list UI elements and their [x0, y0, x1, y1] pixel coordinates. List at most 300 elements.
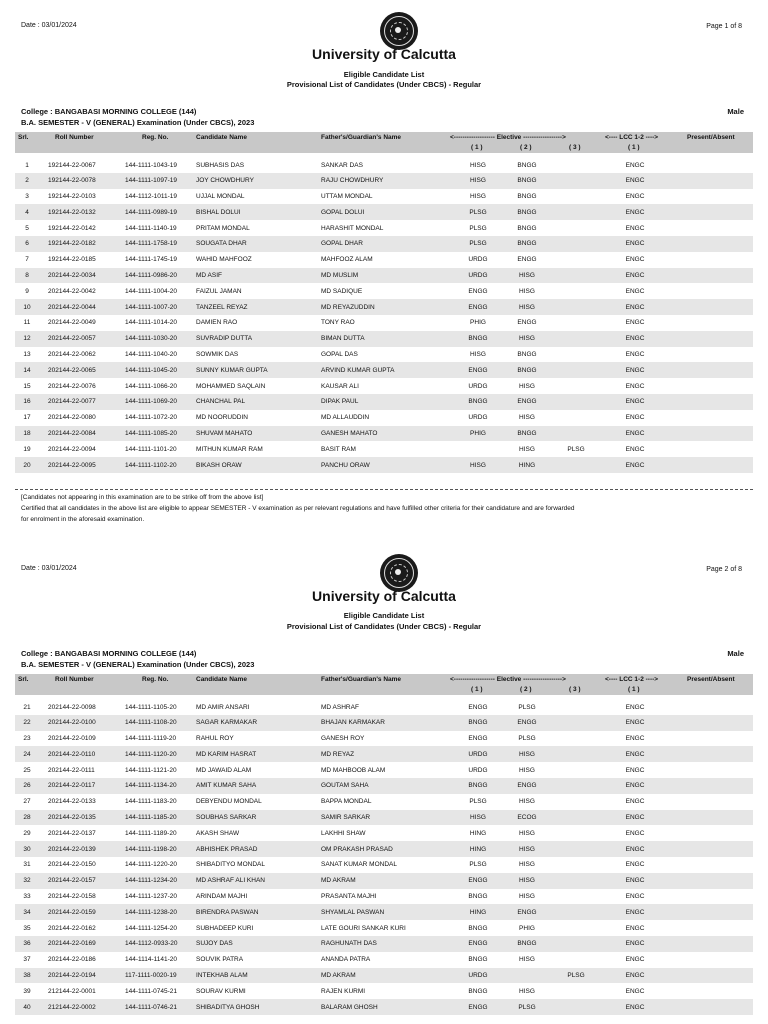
list-title: Eligible Candidate List [343, 70, 425, 79]
reg-number-cell: 144-1111-1085-20 [125, 430, 178, 438]
roll-number-cell: 202144-22-0157 [48, 877, 96, 885]
reg-number-cell: 144-1111-1134-20 [125, 782, 177, 790]
header-e1: ( 1 ) [471, 144, 483, 151]
serial-cell: 29 [23, 829, 31, 837]
table-row [15, 746, 753, 762]
elective-1-cell: HISG [470, 193, 486, 201]
table-row [15, 873, 753, 889]
guardian-name-cell: RAJEN KURMI [321, 987, 366, 995]
roll-number-cell: 202144-22-0098 [48, 703, 96, 711]
table-row [15, 441, 753, 457]
elective-1-cell: BNGG [468, 719, 488, 727]
reg-number-cell: 144-1111-1758-19 [125, 240, 178, 248]
serial-cell: 33 [23, 893, 31, 901]
elective-1-cell: BNGG [468, 893, 488, 901]
guardian-name-cell: ARVIND KUMAR GUPTA [321, 366, 395, 374]
exam-name: B.A. SEMESTER - V (GENERAL) Examination (Under CBCS), 2023 [21, 118, 255, 127]
header-name: Candidate Name [196, 134, 247, 141]
elective-3-cell: PLSG [567, 445, 585, 453]
lcc-cell: ENGC [625, 798, 645, 806]
table-row [15, 204, 753, 220]
elective-1-cell: ENGG [468, 1003, 488, 1011]
elective-1-cell: BNGG [468, 987, 488, 995]
table-row [15, 347, 753, 363]
lcc-cell: ENGC [625, 750, 645, 758]
candidate-name-cell: AKASH SHAW [196, 829, 240, 837]
lcc-cell: ENGC [625, 319, 645, 327]
lcc-cell: ENGC [625, 303, 645, 311]
reg-number-cell: 144-1111-1183-20 [125, 798, 177, 806]
lcc-cell: ENGC [625, 414, 645, 422]
guardian-name-cell: UTTAM MONDAL [321, 193, 373, 201]
candidate-name-cell: MITHUN KUMAR RAM [196, 445, 263, 453]
header-srl: Srl. [18, 134, 29, 141]
reg-number-cell: 144-1111-1140-19 [125, 224, 177, 232]
serial-cell: 31 [23, 861, 31, 869]
guardian-name-cell: LATE GOURI SANKAR KURI [321, 924, 406, 932]
elective-2-cell: ENGG [517, 908, 537, 916]
candidate-name-cell: CHANCHAL PAL [196, 398, 246, 406]
reg-number-cell: 144-1111-1108-20 [125, 719, 177, 727]
roll-number-cell: 192144-22-0185 [48, 256, 96, 264]
guardian-name-cell: DIPAK PAUL [321, 398, 359, 406]
table-row [15, 825, 753, 841]
elective-3-cell: PLSG [567, 972, 585, 980]
guardian-name-cell: GOUTAM SAHA [321, 782, 369, 790]
reg-number-cell: 144-1111-1043-19 [125, 161, 178, 169]
roll-number-cell: 202144-22-0049 [48, 319, 96, 327]
lcc-cell: ENGC [625, 829, 645, 837]
candidate-name-cell: DAMIEN RAO [196, 319, 238, 327]
roll-number-cell: 202144-22-0186 [48, 956, 96, 964]
serial-cell: 5 [25, 224, 29, 232]
elective-2-cell: ENGG [517, 398, 537, 406]
lcc-cell: ENGC [625, 719, 645, 727]
guardian-name-cell: OM PRAKASH PRASAD [321, 845, 393, 853]
reg-number-cell: 144-1111-1014-20 [125, 319, 178, 327]
candidate-table [15, 157, 753, 473]
candidate-name-cell: ARINDAM MAJHI [196, 893, 248, 901]
guardian-name-cell: RAJU CHOWDHURY [321, 177, 384, 185]
guardian-name-cell: GANESH MAHATO [321, 430, 378, 438]
lcc-cell: ENGC [625, 382, 645, 390]
guardian-name-cell: MAHFOOZ ALAM [321, 256, 373, 264]
elective-1-cell: URDG [468, 972, 488, 980]
elective-1-cell: ENGG [468, 877, 488, 885]
candidate-name-cell: SHUVAM MAHATO [196, 430, 253, 438]
serial-cell: 26 [23, 782, 31, 790]
serial-cell: 10 [23, 303, 31, 311]
roll-number-cell: 202144-22-0162 [48, 924, 96, 932]
lcc-cell: ENGC [625, 366, 645, 374]
serial-cell: 15 [23, 382, 31, 390]
list-title: Eligible Candidate List [343, 611, 425, 620]
reg-number-cell: 144-1111-1234-20 [125, 877, 178, 885]
serial-cell: 35 [23, 924, 31, 932]
guardian-name-cell: SAMIR SARKAR [321, 814, 371, 822]
reg-number-cell: 144-1111-0986-20 [125, 272, 178, 280]
university-seal-icon [380, 12, 418, 50]
elective-2-cell: ENGG [517, 256, 537, 264]
candidate-name-cell: SOWMIK DAS [196, 351, 239, 359]
header-e2: ( 2 ) [520, 144, 532, 151]
elective-2-cell: HISG [519, 303, 535, 311]
candidate-name-cell: MD AMIR ANSARI [196, 703, 250, 711]
header-e1: ( 1 ) [471, 686, 483, 693]
candidate-name-cell: SOURAV KURMI [196, 987, 246, 995]
elective-2-cell: BNGG [517, 940, 537, 948]
lcc-cell: ENGC [625, 972, 645, 980]
header-father: Father's/Guardian's Name [321, 676, 402, 683]
elective-2-cell: PLSG [518, 703, 536, 711]
reg-number-cell: 144-1111-1121-20 [125, 766, 177, 774]
elective-2-cell: HISG [519, 798, 535, 806]
header-presence: Present/Absent [687, 134, 735, 141]
lcc-cell: ENGC [625, 1003, 645, 1011]
header-elective: <------------------- Elective ------------------> [450, 676, 566, 683]
guardian-name-cell: SANAT KUMAR MONDAL [321, 861, 397, 869]
candidate-name-cell: SUBHADEEP KURI [196, 924, 254, 932]
elective-2-cell: HISG [519, 766, 535, 774]
serial-cell: 40 [23, 1003, 31, 1011]
guardian-name-cell: GOPAL DOLUI [321, 208, 365, 216]
candidate-name-cell: AMIT KUMAR SAHA [196, 782, 257, 790]
guardian-name-cell: PRASANTA MAJHI [321, 893, 377, 901]
elective-2-cell: BNGG [517, 351, 537, 359]
elective-1-cell: BNGG [468, 782, 488, 790]
candidate-name-cell: FAIZUL JAMAN [196, 287, 242, 295]
lcc-cell: ENGC [625, 224, 645, 232]
guardian-name-cell: LAKHHI SHAW [321, 829, 366, 837]
elective-2-cell: PLSG [518, 1003, 536, 1011]
table-row [15, 457, 753, 473]
table-row [15, 410, 753, 426]
reg-number-cell: 144-1111-1185-20 [125, 814, 177, 822]
header-e3: ( 3 ) [569, 144, 581, 151]
elective-1-cell: BNGG [468, 398, 488, 406]
roll-number-cell: 192144-22-0182 [48, 240, 96, 248]
candidate-name-cell: MD NOORUDDIN [196, 414, 248, 422]
elective-2-cell: HISG [519, 893, 535, 901]
reg-number-cell: 144-1111-1220-20 [125, 861, 178, 869]
elective-2-cell: BNGG [517, 177, 537, 185]
elective-1-cell: HING [469, 845, 487, 853]
elective-1-cell: PLSG [469, 224, 487, 232]
roll-number-cell: 202144-22-0042 [48, 287, 96, 295]
elective-1-cell: BNGG [468, 924, 488, 932]
elective-1-cell: HING [469, 829, 487, 837]
university-title: University of Calcutta [312, 588, 456, 604]
table-row [15, 426, 753, 442]
elective-2-cell: ENGG [517, 782, 537, 790]
lcc-cell: ENGC [625, 845, 645, 853]
elective-1-cell: PLSG [469, 208, 487, 216]
elective-1-cell: URDG [468, 256, 488, 264]
guardian-name-cell: GOPAL DHAR [321, 240, 363, 248]
serial-cell: 19 [23, 445, 31, 453]
candidate-name-cell: INTEKHAB ALAM [196, 972, 248, 980]
reg-number-cell: 144-1111-1066-20 [125, 382, 178, 390]
guardian-name-cell: GANESH ROY [321, 735, 365, 743]
reg-number-cell: 144-1111-1237-20 [125, 893, 178, 901]
roll-number-cell: 202144-22-0095 [48, 461, 96, 469]
guardian-name-cell: BASIT RAM [321, 445, 356, 453]
elective-1-cell: URDG [468, 750, 488, 758]
elective-1-cell: HISG [470, 814, 486, 822]
reg-number-cell: 144-1114-1141-20 [125, 956, 178, 964]
serial-cell: 27 [23, 798, 31, 806]
reg-number-cell: 144-1111-1254-20 [125, 924, 178, 932]
elective-2-cell: HISG [519, 956, 535, 964]
table-row [15, 778, 753, 794]
list-subtitle: Provisional List of Candidates (Under CBCS) - Regular [286, 622, 482, 631]
candidate-name-cell: MD JAWAID ALAM [196, 766, 252, 774]
table-row [15, 731, 753, 747]
lcc-cell: ENGC [625, 287, 645, 295]
roll-number-cell: 212144-22-0002 [48, 1003, 96, 1011]
elective-2-cell: HISG [519, 845, 535, 853]
guardian-name-cell: MD MAHBOOB ALAM [321, 766, 386, 774]
roll-number-cell: 202144-22-0057 [48, 335, 96, 343]
table-row [15, 968, 753, 984]
serial-cell: 23 [23, 735, 31, 743]
guardian-name-cell: HARASHIT MONDAL [321, 224, 384, 232]
lcc-cell: ENGC [625, 924, 645, 932]
lcc-cell: ENGC [625, 445, 645, 453]
elective-2-cell: ECOG [517, 814, 537, 822]
lcc-cell: ENGC [625, 272, 645, 280]
roll-number-cell: 212144-22-0001 [48, 987, 96, 995]
reg-number-cell: 144-1111-1238-20 [125, 908, 178, 916]
elective-1-cell: PHIG [470, 430, 486, 438]
serial-cell: 1 [25, 161, 29, 169]
table-row [15, 283, 753, 299]
guardian-name-cell: BHAJAN KARMAKAR [321, 719, 385, 727]
header-l1: ( 1 ) [628, 686, 640, 693]
serial-cell: 21 [23, 703, 31, 711]
table-row [15, 220, 753, 236]
elective-2-cell: HISG [519, 877, 535, 885]
candidate-name-cell: SHIBADITYO MONDAL [196, 861, 265, 869]
elective-1-cell: ENGG [468, 287, 488, 295]
elective-2-cell: PHIG [519, 924, 535, 932]
header-elective: <------------------- Elective ------------------> [450, 134, 566, 141]
reg-number-cell: 144-1111-1120-20 [125, 750, 177, 758]
guardian-name-cell: KAUSAR ALI [321, 382, 359, 390]
elective-2-cell: BNGG [517, 224, 537, 232]
roll-number-cell: 202144-22-0158 [48, 893, 96, 901]
roll-number-cell: 192144-22-0103 [48, 193, 96, 201]
roll-number-cell: 202144-22-0062 [48, 351, 96, 359]
reg-number-cell: 144-1112-1011-19 [125, 193, 178, 201]
table-row [15, 999, 753, 1015]
guardian-name-cell: BALARAM GHOSH [321, 1003, 378, 1011]
candidate-name-cell: BISHAL DOLUI [196, 208, 241, 216]
lcc-cell: ENGC [625, 398, 645, 406]
serial-cell: 28 [23, 814, 31, 822]
elective-2-cell: HISG [519, 861, 535, 869]
table-row [15, 889, 753, 905]
elective-2-cell: HISG [519, 987, 535, 995]
gender-label: Male [727, 107, 744, 116]
candidate-name-cell: DEBYENDU MONDAL [196, 798, 262, 806]
candidate-name-cell: SUVRADIP DUTTA [196, 335, 253, 343]
reg-number-cell: 144-1111-1198-20 [125, 845, 177, 853]
lcc-cell: ENGC [625, 351, 645, 359]
lcc-cell: ENGC [625, 256, 645, 264]
table-row [15, 841, 753, 857]
candidate-name-cell: MD ASHRAF ALI KHAN [196, 877, 265, 885]
roll-number-cell: 202144-22-0159 [48, 908, 96, 916]
elective-1-cell: URDG [468, 414, 488, 422]
page-number: Page 2 of 8 [706, 566, 742, 573]
elective-1-cell: ENGG [468, 703, 488, 711]
candidate-name-cell: SUBHASIS DAS [196, 161, 245, 169]
elective-2-cell: HISG [519, 272, 535, 280]
guardian-name-cell: RAGHUNATH DAS [321, 940, 377, 948]
elective-1-cell: ENGG [468, 303, 488, 311]
table-row [15, 904, 753, 920]
reg-number-cell: 144-1111-1030-20 [125, 335, 178, 343]
reg-number-cell: 144-1111-1119-20 [125, 735, 177, 743]
reg-number-cell: 144-1111-1097-19 [125, 177, 178, 185]
candidate-name-cell: BIKASH ORAW [196, 461, 242, 469]
elective-1-cell: ENGG [468, 366, 488, 374]
reg-number-cell: 144-1111-1105-20 [125, 703, 177, 711]
table-row [15, 715, 753, 731]
reg-number-cell: 144-1111-0746-21 [125, 1003, 178, 1011]
lcc-cell: ENGC [625, 177, 645, 185]
table-row [15, 299, 753, 315]
candidate-name-cell: ABHISHEK PRASAD [196, 845, 258, 853]
table-row [15, 189, 753, 205]
serial-cell: 7 [25, 256, 29, 264]
roll-number-cell: 202144-22-0077 [48, 398, 96, 406]
roll-number-cell: 202144-22-0034 [48, 272, 96, 280]
candidate-name-cell: TANZEEL REYAZ [196, 303, 248, 311]
elective-2-cell: BNGG [517, 193, 537, 201]
print-date: Date : 03/01/2024 [21, 22, 77, 29]
guardian-name-cell: MD ASHRAF [321, 703, 359, 711]
serial-cell: 39 [23, 987, 31, 995]
elective-1-cell: URDG [468, 766, 488, 774]
candidate-name-cell: SHIBADITYA GHOSH [196, 1003, 260, 1011]
elective-1-cell: PLSG [469, 240, 487, 248]
serial-cell: 18 [23, 430, 31, 438]
table-row [15, 936, 753, 952]
header-l1: ( 1 ) [628, 144, 640, 151]
candidate-name-cell: SUNNY KUMAR GUPTA [196, 366, 268, 374]
serial-cell: 20 [23, 461, 31, 469]
table-row [15, 268, 753, 284]
table-row [15, 252, 753, 268]
strike-off-note: [Candidates not appearing in this examination are to be strike off from the above list] [21, 494, 264, 501]
table-row [15, 810, 753, 826]
table-row [15, 378, 753, 394]
guardian-name-cell: MD SADIQUE [321, 287, 363, 295]
lcc-cell: ENGC [625, 766, 645, 774]
elective-1-cell: HISG [470, 161, 486, 169]
university-seal-icon [380, 554, 418, 592]
candidate-table [15, 699, 753, 1015]
candidate-name-cell: UJJAL MONDAL [196, 193, 245, 201]
roll-number-cell: 202144-22-0110 [48, 750, 96, 758]
college-name: College : BANGABASI MORNING COLLEGE (144) [21, 649, 197, 658]
serial-cell: 11 [23, 319, 31, 327]
roll-number-cell: 202144-22-0194 [48, 972, 96, 980]
lcc-cell: ENGC [625, 193, 645, 201]
roll-number-cell: 202144-22-0135 [48, 814, 96, 822]
elective-2-cell: BNGG [517, 240, 537, 248]
serial-cell: 36 [23, 940, 31, 948]
serial-cell: 25 [23, 766, 31, 774]
candidate-name-cell: RAHUL ROY [196, 735, 234, 743]
candidate-name-cell: SOUGATA DHAR [196, 240, 247, 248]
serial-cell: 3 [25, 193, 29, 201]
guardian-name-cell: MD REYAZ [321, 750, 355, 758]
elective-2-cell: HISG [519, 750, 535, 758]
guardian-name-cell: MD AKRAM [321, 972, 356, 980]
roll-number-cell: 202144-22-0117 [48, 782, 96, 790]
lcc-cell: ENGC [625, 782, 645, 790]
reg-number-cell: 144-1111-0745-21 [125, 987, 178, 995]
reg-number-cell: 144-1111-1189-20 [125, 829, 177, 837]
roll-number-cell: 202144-22-0109 [48, 735, 96, 743]
candidate-name-cell: SAGAR KARMAKAR [196, 719, 258, 727]
elective-2-cell: HISG [519, 335, 535, 343]
reg-number-cell: 144-1112-0933-20 [125, 940, 178, 948]
college-name: College : BANGABASI MORNING COLLEGE (144) [21, 107, 197, 116]
reg-number-cell: 144-1111-0989-19 [125, 208, 178, 216]
list-subtitle: Provisional List of Candidates (Under CBCS) - Regular [286, 80, 482, 89]
header-srl: Srl. [18, 676, 29, 683]
serial-cell: 2 [25, 177, 29, 185]
candidate-name-cell: MD KARIM HASRAT [196, 750, 257, 758]
serial-cell: 16 [23, 398, 31, 406]
elective-2-cell: HISG [519, 382, 535, 390]
guardian-name-cell: SANKAR DAS [321, 161, 363, 169]
page-2 [0, 542, 768, 1024]
elective-2-cell: HING [518, 461, 536, 469]
guardian-name-cell: BAPPA MONDAL [321, 798, 372, 806]
serial-cell: 37 [23, 956, 31, 964]
roll-number-cell: 202144-22-0065 [48, 366, 96, 374]
elective-1-cell: PLSG [469, 798, 487, 806]
guardian-name-cell: TONY RAO [321, 319, 355, 327]
roll-number-cell: 202144-22-0139 [48, 845, 96, 853]
elective-2-cell: HISG [519, 829, 535, 837]
serial-cell: 22 [23, 719, 31, 727]
elective-2-cell: BNGG [517, 161, 537, 169]
roll-number-cell: 192144-22-0078 [48, 177, 96, 185]
elective-1-cell: ENGG [468, 735, 488, 743]
roll-number-cell: 202144-22-0080 [48, 414, 96, 422]
lcc-cell: ENGC [625, 430, 645, 438]
certification-note-cont: for enrolment in the aforesaid examination. [21, 516, 145, 523]
candidate-name-cell: MOHAMMED SAQLAIN [196, 382, 266, 390]
roll-number-cell: 202144-22-0133 [48, 798, 96, 806]
candidate-name-cell: SOUBHAS SARKAR [196, 814, 257, 822]
header-roll: Roll Number [55, 134, 94, 141]
reg-number-cell: 144-1111-1045-20 [125, 366, 178, 374]
guardian-name-cell: MD ALLAUDDIN [321, 414, 370, 422]
serial-cell: 38 [23, 972, 31, 980]
elective-2-cell: HISG [519, 287, 535, 295]
table-row [15, 362, 753, 378]
candidate-name-cell: PRITAM MONDAL [196, 224, 250, 232]
elective-1-cell: PHIG [470, 319, 486, 327]
roll-number-cell: 202144-22-0150 [48, 861, 96, 869]
